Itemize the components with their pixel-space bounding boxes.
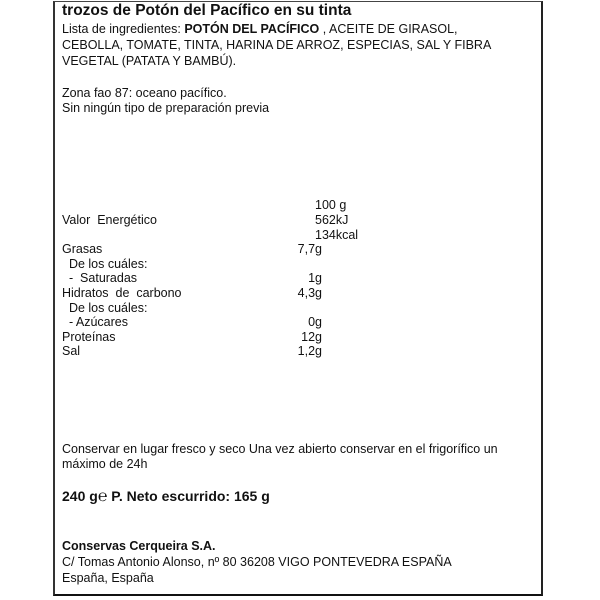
net-weight xyxy=(62,489,270,504)
nutrition-value: 4,3g xyxy=(297,286,322,300)
origin-text: Zona fao 87: oceano pacífico. xyxy=(62,86,227,100)
ingredients-rest: , ACEITE DE GIRASOL, xyxy=(319,22,458,36)
nutrition-value: 1,2g xyxy=(297,344,322,359)
estimated-sign-icon: ℮ xyxy=(97,488,108,505)
nutrition-value: 7,7g xyxy=(297,242,322,257)
ingredients-main: POTÓN DEL PACÍFICO xyxy=(184,22,320,36)
net-weight-value: 240 g xyxy=(62,488,98,504)
preparation-text: Sin ningún tipo de preparación previa xyxy=(62,101,270,115)
nutrition-per: 100 g xyxy=(315,198,347,212)
nutrition-label: - Azúcares xyxy=(62,315,128,330)
ingredients-line-2: CEBOLLA, TOMATE, TINTA, HARINA DE ARROZ, ESPECIAS, SAL Y FIBRA xyxy=(62,38,492,52)
product-title: trozos de Potón del Pacífico en su tinta xyxy=(62,2,352,19)
ingredients-label: Lista de ingredientes: xyxy=(62,22,185,36)
ingredients-line-3: VEGETAL (PATATA Y BAMBÚ). xyxy=(62,54,237,68)
storage-line-1: Conservar en lugar fresco y seco Una vez abierto conservar en el frigorífico un xyxy=(62,442,498,456)
nutrition-value: 12g xyxy=(301,329,322,344)
nutrition-label: Hidratos de carbono xyxy=(62,286,182,300)
nutrition-value: 1g xyxy=(308,271,322,286)
nutrition-value: 134kcal xyxy=(315,227,359,242)
company-name: Conservas Cerqueira S.A. xyxy=(62,539,216,553)
storage-line-2: máximo de 24h xyxy=(62,457,148,471)
nutrition-label: Grasas xyxy=(62,242,103,257)
nutrition-value: 0g xyxy=(308,315,322,330)
drained-weight: P. Neto escurrido: 165 g xyxy=(107,488,270,504)
company-country: España, España xyxy=(62,571,154,585)
nutrition-value: 562kJ xyxy=(315,213,349,227)
nutrition-label: De los cuáles: xyxy=(62,256,148,271)
nutrition-label: Proteínas xyxy=(62,329,116,344)
ingredients-line-1 xyxy=(62,22,458,37)
nutrition-label: - Saturadas xyxy=(62,271,138,286)
company-address: C/ Tomas Antonio Alonso, nº 80 36208 VIGO PONTEVEDRA ESPAÑA xyxy=(62,555,452,569)
nutrition-label: Sal xyxy=(62,344,81,359)
nutrition-label: Valor Energético xyxy=(62,213,157,227)
nutrition-label: De los cuáles: xyxy=(62,300,148,315)
